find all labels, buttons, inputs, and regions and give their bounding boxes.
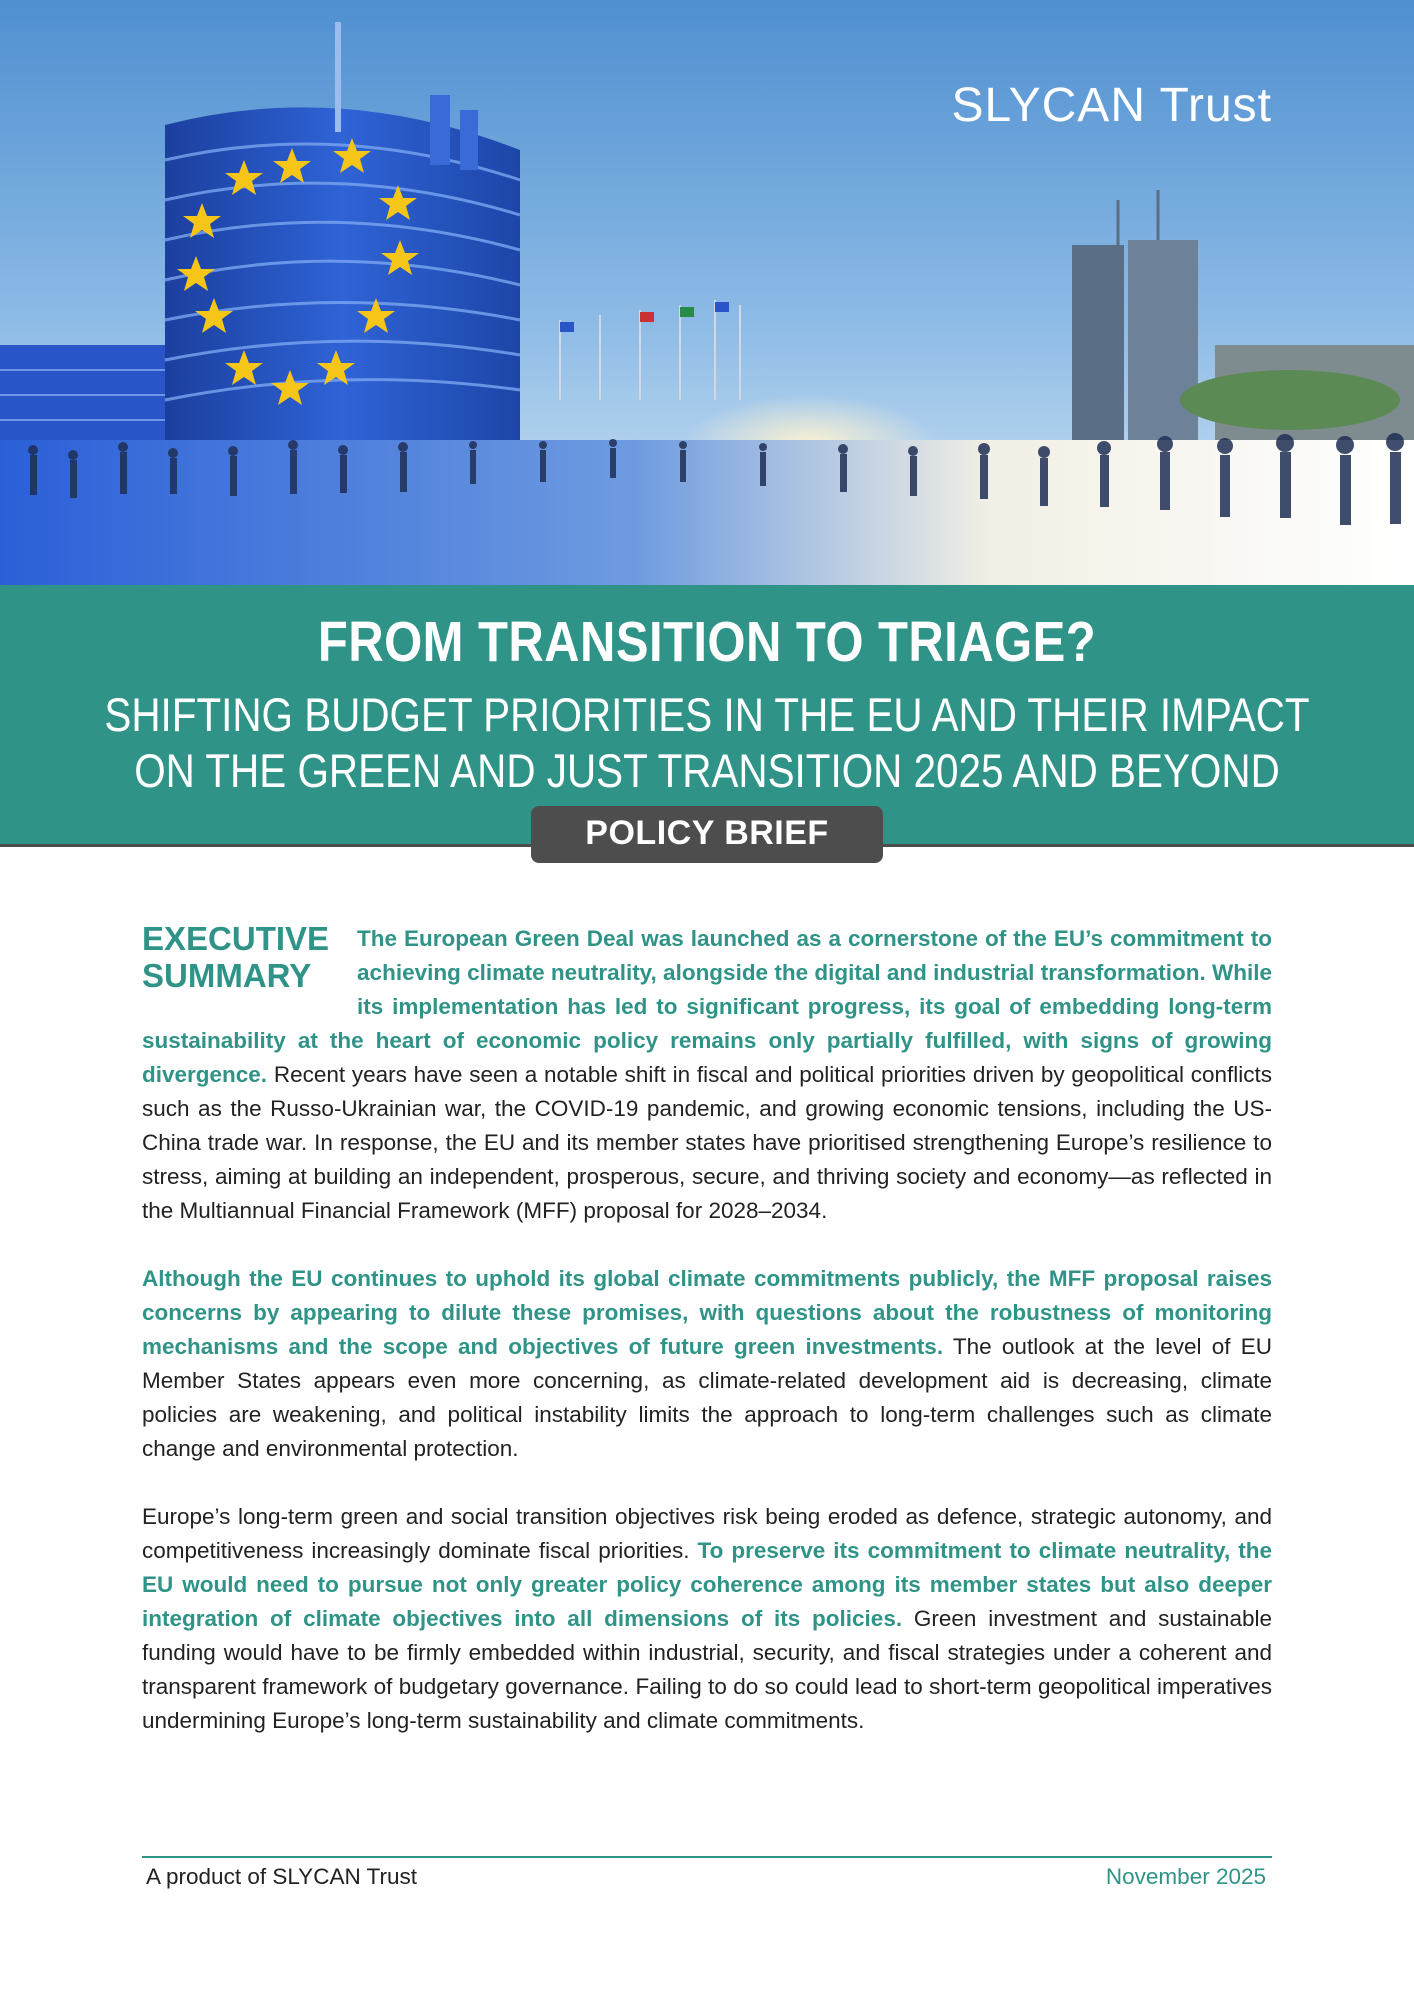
footer-date: November 2025	[1105, 1864, 1266, 1889]
footer-credit: A product of SLYCAN Trust	[146, 1864, 417, 1889]
executive-summary	[142, 922, 1272, 1772]
paragraph-3	[142, 1500, 1272, 1738]
heading-line-2: SUMMARY	[142, 957, 312, 994]
executive-summary-heading	[142, 920, 329, 994]
paragraph-3-lead: Europe’s long-term green and social transition objectives risk being eroded as defence, strategic autonomy, and competitiveness increasingly dominate fiscal priorities.	[142, 1504, 1272, 1563]
hero-image	[0, 0, 1414, 585]
subtitle-line-1: SHIFTING BUDGET PRIORITIES IN THE EU AND THEIR IMPACT	[104, 688, 1310, 741]
tag-wrapper	[0, 806, 1414, 863]
policy-brief-badge: POLICY BRIEF	[531, 806, 882, 863]
subtitle-line-2: ON THE GREEN AND JUST TRANSITION 2025 AND BEYOND	[134, 744, 1280, 797]
subtitle	[99, 687, 1315, 799]
main-title: FROM TRANSITION TO TRIAGE?	[317, 610, 1097, 674]
brand-name: SLYCAN Trust	[951, 79, 1272, 132]
paragraph-3-highlight: To preserve its commitment to climate neutrality, the EU would need to pursue not only greater policy coherence among its member states but also deeper integration of climate objectives into all dimensions of its policies.	[142, 1538, 1272, 1631]
paragraph-3-text: Green investment and sustainable funding would have to be firmly embedded within industrial, security, and fiscal strategies under a coherent and transparent framework of budgetary governance. Failing to do so could lead to short-term geopolitical imperatives undermining Europe’s long-term sustainability and climate commitments.	[142, 1606, 1272, 1733]
paragraph-2-text: The outlook at the level of EU Member States appears even more concerning, as climate-related development aid is decreasing, climate policies are weakening, and political instability limits the approach to long-term challenges such as climate change and environmental protection.	[142, 1334, 1272, 1461]
footer	[142, 1856, 1272, 1889]
paragraph-2	[142, 1262, 1272, 1466]
paragraph-1-highlight: The European Green Deal was launched as a cornerstone of the EU’s commitment to achieving climate neutrality, alongside the digital and industrial transformation. While its implementation has led to significant progress, its goal of embedding long-term sustainability at the heart of economic policy remains only partially fulfilled, with signs of growing divergence.	[142, 926, 1272, 1087]
heading-line-1: EXECUTIVE	[142, 920, 330, 957]
paragraph-1-text: Recent years have seen a notable shift in fiscal and political priorities driven by geopolitical conflicts such as the Russo-Ukrainian war, the COVID-19 pandemic, and growing economic tensions, including the US-China trade war. In response, the EU and its member states have prioritised strengthening Europe’s resilience to stress, aiming at building an independent, prosperous, secure, and thriving society and economy—as reflected in the Multiannual Financial Framework (MFF) proposal for 2028–2034.	[142, 1062, 1272, 1223]
paragraph-2-highlight: Although the EU continues to uphold its global climate commitments publicly, the MFF proposal raises concerns by appearing to dilute these promises, with questions about the robustness of monitoring mechanisms and the scope and objectives of future green investments.	[142, 1266, 1272, 1359]
